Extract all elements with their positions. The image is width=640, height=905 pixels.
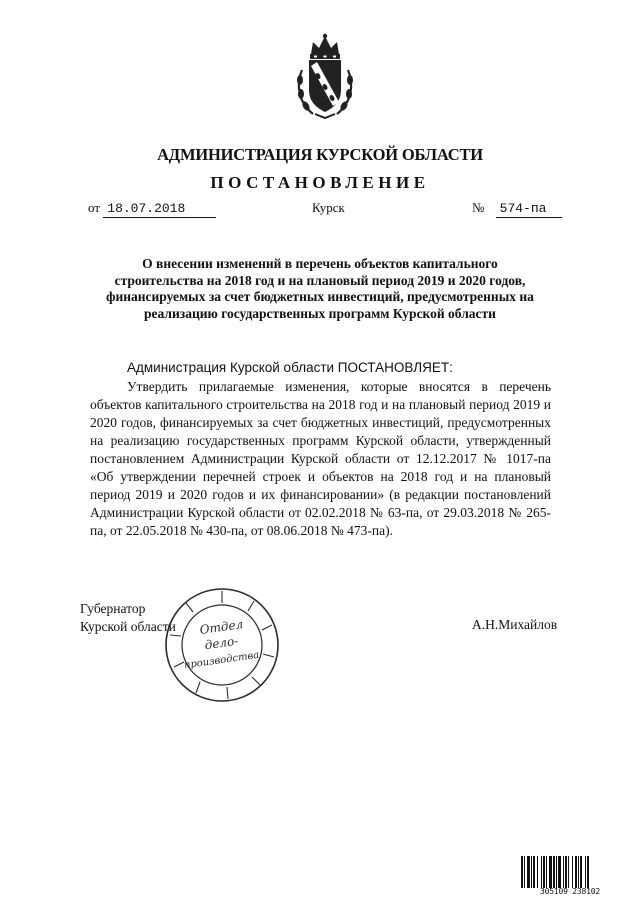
document-subject: О внесении изменений в перечень объектов капитального строительства на 2018 год и на плановый период 2019 и 2020 годов, финансируемых за счет бюджетных инвестиций, предусмотренных на реализацию государственных программ Курской области bbox=[106, 256, 534, 321]
barcode-bar bbox=[549, 856, 552, 888]
stamp-line-3: производства bbox=[183, 649, 260, 672]
barcode-bar bbox=[565, 856, 567, 888]
barcode-bar bbox=[575, 856, 577, 888]
barcode-bar bbox=[537, 856, 538, 888]
coat-of-arms-emblem bbox=[293, 32, 357, 120]
document-preamble: Администрация Курской области ПОСТАНОВЛЯЕТ: bbox=[127, 360, 453, 375]
document-type-heading: ПОСТАНОВЛЕНИЕ bbox=[210, 173, 430, 192]
barcode-number: 305109 238102 bbox=[539, 887, 600, 896]
barcode-bar bbox=[524, 856, 525, 888]
signatory-name: А.Н.Михайлов bbox=[472, 617, 558, 632]
barcode-bar bbox=[563, 856, 564, 888]
barcode-bar bbox=[543, 856, 545, 888]
number-label: № bbox=[472, 200, 485, 215]
barcode-bar bbox=[585, 856, 586, 888]
barcode-bar bbox=[553, 856, 555, 888]
barcode-bar bbox=[587, 856, 589, 888]
barcode-bar bbox=[572, 856, 573, 888]
barcode-bar bbox=[558, 856, 561, 888]
barcode-bar bbox=[533, 856, 535, 888]
stamp-line-2: дело- bbox=[203, 633, 240, 653]
stamp-line-1: Отдел bbox=[198, 617, 244, 638]
document-city: Курск bbox=[312, 200, 345, 215]
organization-title: АДМИНИСТРАЦИЯ КУРСКОЙ ОБЛАСТИ bbox=[157, 145, 483, 164]
barcode-bar bbox=[546, 856, 547, 888]
barcode-bar bbox=[531, 856, 532, 888]
barcode-bar bbox=[527, 856, 530, 888]
date-value: 18.07.2018 bbox=[103, 201, 216, 218]
barcode-bar bbox=[580, 856, 582, 888]
number-value: 574-па bbox=[496, 201, 562, 218]
document-body-paragraph: Утвердить прилагаемые изменения, которые вносятся в перечень объектов капитального строительства на 2018 год и на плановый период 2019 и 2020 годов, финансируемых за счет бюджетных инвестиций, предусмотренных на реализацию государственных программ Курской области, утвержденный постановлением Администрации Курской области от 12.12.2017 № 1017-па «Об утверждении перечней строек и объектов на 2018 год и на плановый период 2019 и 2020 годов и их финансировании» (в редакции постановлений Администрации Курской области от 02.02.2018 № 63-па, от 29.03.2018 № 265-па, от 22.05.2018 № 430-па, от 08.06.2018 № 473-па). bbox=[90, 379, 551, 538]
office-stamp bbox=[162, 585, 282, 705]
barcode-bar bbox=[568, 856, 569, 888]
barcode-bar bbox=[541, 856, 542, 888]
barcode-bar bbox=[556, 856, 557, 888]
barcode bbox=[520, 856, 620, 888]
barcode-bar bbox=[521, 856, 523, 888]
barcode-block bbox=[520, 856, 620, 896]
date-label: от bbox=[88, 200, 101, 215]
signatory-title-line1: Губернатор bbox=[80, 601, 146, 616]
document-date bbox=[88, 200, 216, 218]
signatory-title-line2: Курской области bbox=[80, 619, 176, 634]
document-number bbox=[472, 200, 562, 218]
barcode-bar bbox=[578, 856, 579, 888]
